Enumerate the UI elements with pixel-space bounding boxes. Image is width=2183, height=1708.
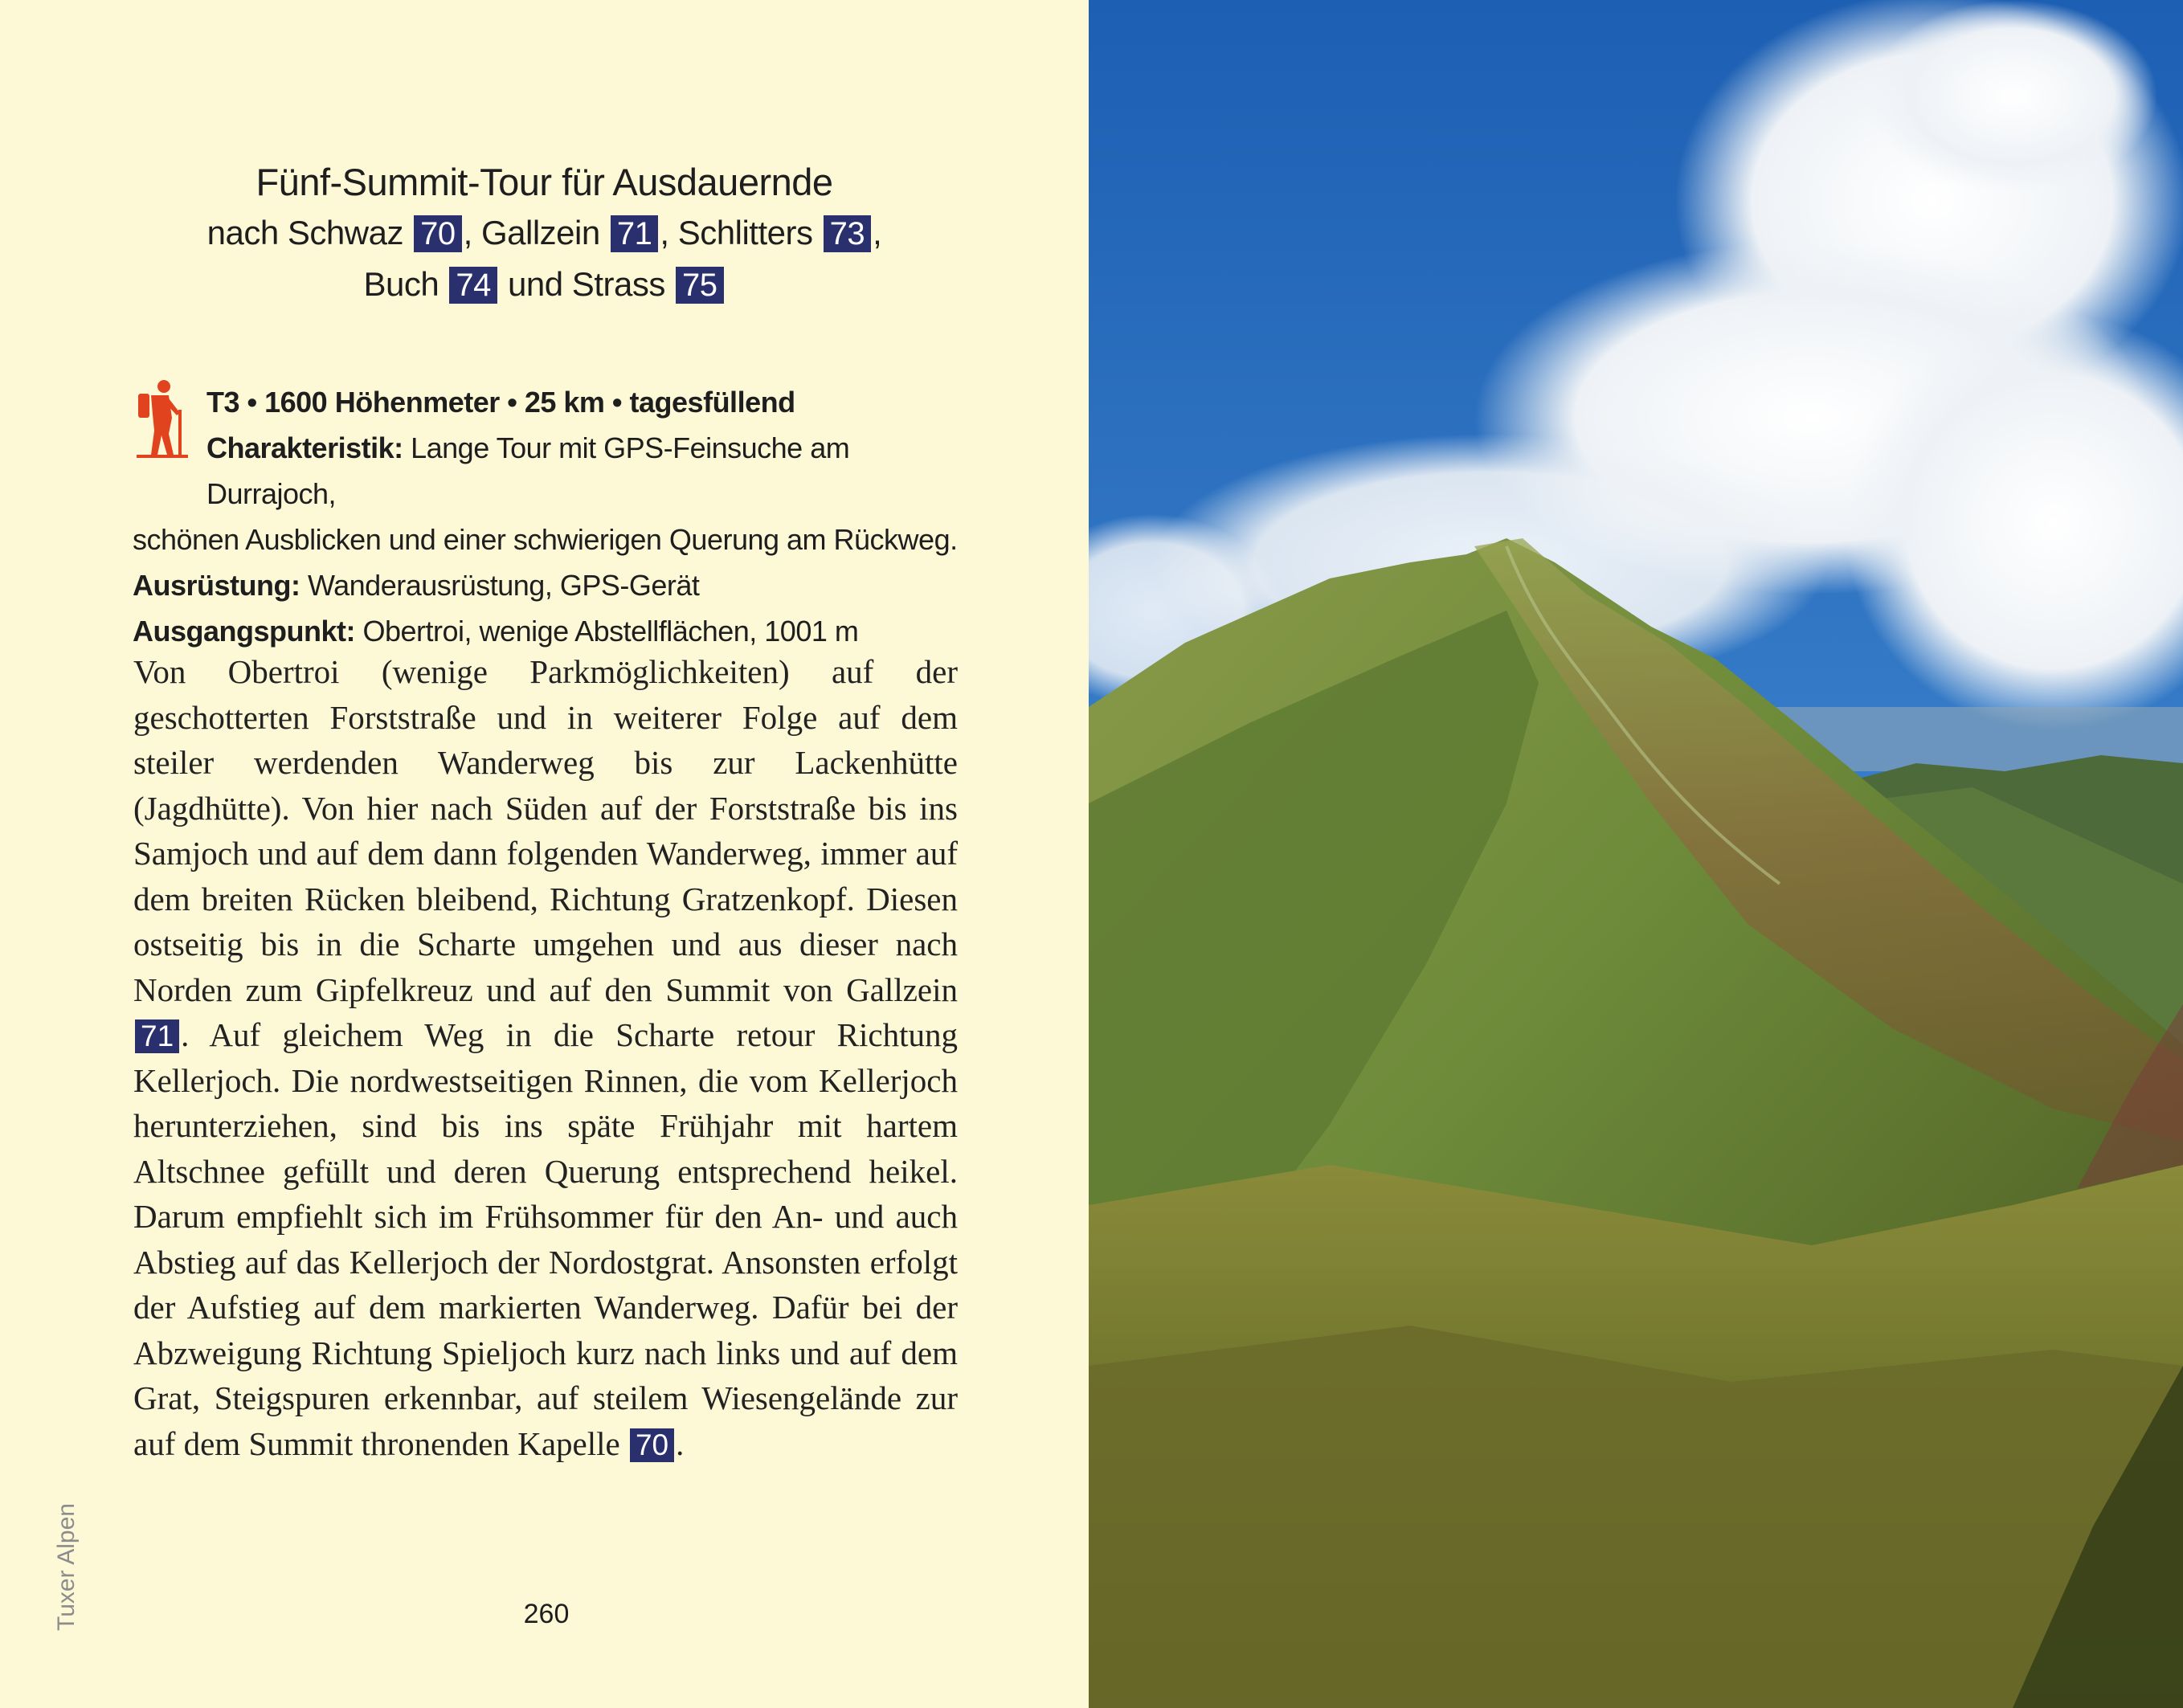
route-paragraph bbox=[133, 649, 958, 1466]
summit-badge[interactable]: 73 bbox=[824, 215, 872, 252]
mountain-photo bbox=[1089, 0, 2183, 1708]
ausruestung-label: Ausrüstung: bbox=[133, 569, 300, 602]
ausgangspunkt-label: Ausgangspunkt: bbox=[133, 615, 355, 648]
summit-badge[interactable]: 71 bbox=[611, 215, 659, 252]
ausruestung bbox=[133, 562, 960, 608]
page-number: 260 bbox=[523, 1599, 570, 1629]
destinations-line-2 bbox=[133, 259, 956, 310]
region-label: Tuxer Alpen bbox=[53, 1503, 80, 1631]
charakteristik-label: Charakteristik: bbox=[206, 431, 403, 464]
left-page bbox=[0, 0, 1089, 1708]
destination-text: und Strass bbox=[498, 265, 674, 303]
tour-stats: T3 • 1600 Höhenmeter • 25 km • tagesfüllend bbox=[206, 386, 795, 419]
destination-text: , bbox=[873, 214, 882, 251]
ausgangspunkt-text: Obertroi, wenige Abstellflächen, 1001 m bbox=[355, 615, 859, 648]
charakteristik bbox=[133, 425, 960, 517]
ausgangspunkt bbox=[133, 608, 960, 654]
summit-badge[interactable]: 74 bbox=[449, 267, 497, 304]
destination-text: , Gallzein bbox=[463, 214, 609, 251]
destinations-line-1 bbox=[133, 207, 956, 259]
charakteristik-text: Lange Tour mit GPS-Feinsuche am Durrajoch, bbox=[206, 431, 850, 510]
ausruestung-text: Wanderausrüstung, GPS-Gerät bbox=[300, 569, 700, 602]
summit-badge[interactable]: 75 bbox=[676, 267, 724, 304]
route-description bbox=[133, 649, 958, 1466]
summit-badge[interactable]: 70 bbox=[414, 215, 462, 252]
destination-text: , Schlitters bbox=[660, 214, 822, 251]
charakteristik-continued: schönen Ausblicken und einer schwierigen Querung am Rückweg. bbox=[133, 523, 958, 556]
route-text-part-1: Von Obertroi (wenige Parkmöglichkeiten) auf der geschotterten Forststraße und in weiterer Folge auf dem steiler werdenden Wanderweg bis zur Lackenhütte (Jagdhütte). Von hier nach Süden auf der Forststraße bis ins Samjoch und auf dem dann folgenden Wanderweg, immer auf dem breiten Rücken bleibend, Richtung Gratzenkopf. Diesen ostseitig bis in die Scharte umgehen und aus dieser nach Norden zum Gipfelkreuz und auf den Summit von Gallzein bbox=[133, 653, 958, 1008]
route-text-part-2: . Auf gleichem Weg in die Scharte retour Richtung Kellerjoch. Die nordwestseitigen Rinnen, die vom Kellerjoch herunterziehen, sind bis ins späte Frühjahr mit hartem Altschnee gefüllt und deren Querung entsprechend heikel. Darum empfiehlt sich im Frühsommer für den An- und auch Abstieg auf das Kellerjoch der Nordostgrat. Ansonsten erfolgt der Aufstieg auf dem markierten Wanderweg. Dafür bei der Abzweigung Richtung Spieljoch kurz nach links und auf dem Grat, Steigspuren erkennbar, auf steilem Wiesengelände zur auf dem Summit thronenden Kapelle bbox=[133, 1016, 958, 1462]
tour-title: Fünf-Summit-Tour für Ausdauernde bbox=[256, 161, 833, 203]
destination-text: Buch bbox=[363, 265, 448, 303]
summit-badge[interactable]: 70 bbox=[630, 1428, 674, 1462]
summit-badge[interactable]: 71 bbox=[135, 1019, 179, 1053]
route-text-part-3: . bbox=[676, 1424, 685, 1462]
destination-text: nach Schwaz bbox=[206, 214, 413, 251]
tour-heading bbox=[133, 157, 956, 310]
tour-info bbox=[133, 379, 960, 654]
